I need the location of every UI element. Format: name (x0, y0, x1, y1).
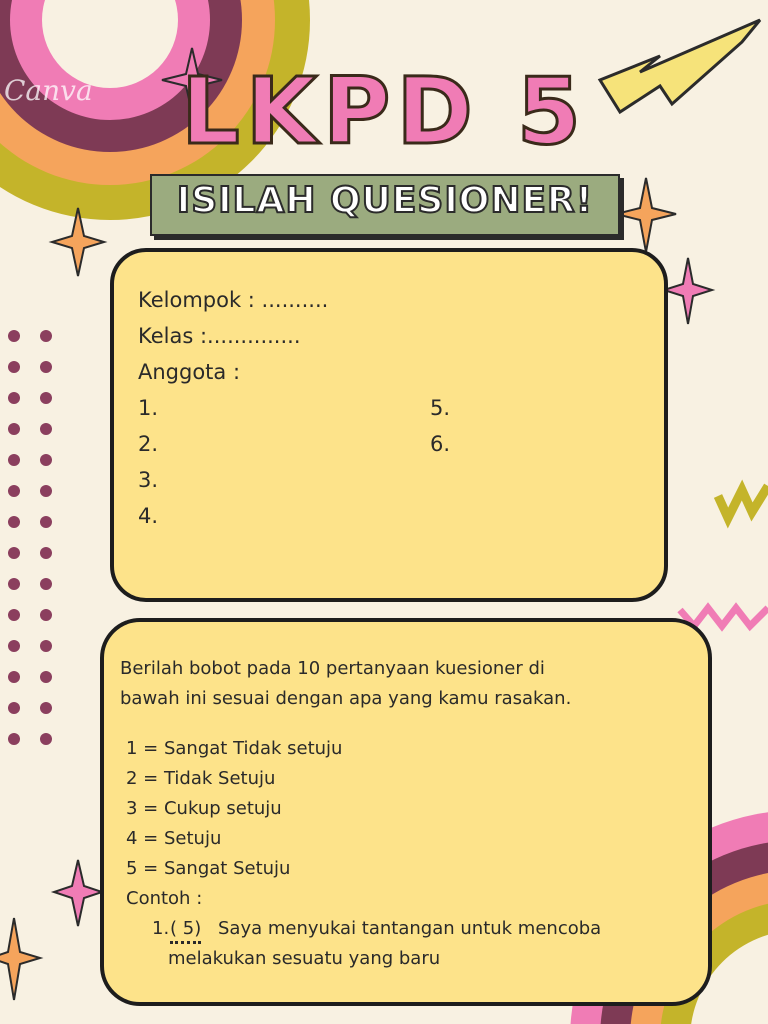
member-number: 3. (138, 468, 159, 492)
sparkle-icon (616, 178, 676, 252)
anggota-label: Anggota : (138, 360, 241, 384)
sparkle-icon (664, 258, 712, 324)
scale-item: 1 = Sangat Tidak setuju (126, 738, 343, 759)
scale-item: 5 = Sangat Setuju (126, 858, 291, 879)
example-score[interactable]: ( 5) (170, 918, 201, 944)
example-number: 1. (152, 918, 170, 939)
member-number: 2. (138, 432, 159, 456)
member-number: 5. (430, 396, 451, 420)
banner-text: ISILAH QUESIONER! (176, 180, 594, 221)
kelas-field[interactable]: Kelas :.............. (138, 324, 301, 348)
zigzag-yellow (718, 486, 768, 518)
page-title: LKPD 5 (181, 58, 587, 165)
instructions-box (100, 618, 712, 1006)
instruction-line: Berilah bobot pada 10 pertanyaan kuesioner di (120, 658, 545, 679)
example-statement: Saya menyukai tantangan untuk mencoba (218, 918, 602, 939)
sparkle-icon (54, 860, 102, 926)
scale-item: 4 = Setuju (126, 828, 222, 849)
contoh-label: Contoh : (126, 888, 203, 909)
example-statement: melakukan sesuatu yang baru (168, 948, 441, 969)
scale-item: 3 = Cukup setuju (126, 798, 282, 819)
watermark: Canva (4, 74, 93, 107)
member-number: 4. (138, 504, 159, 528)
kelompok-field[interactable]: Kelompok : .......... (138, 288, 329, 312)
member-number: 1. (138, 396, 159, 420)
member-number: 6. (430, 432, 451, 456)
instruction-banner (150, 174, 620, 236)
scale-item: 2 = Tidak Setuju (126, 768, 276, 789)
dot-grid (8, 330, 52, 745)
instruction-line: bawah ini sesuai dengan apa yang kamu rasakan. (120, 688, 572, 709)
identity-box (110, 248, 668, 602)
sparkle-icon (0, 918, 40, 1000)
